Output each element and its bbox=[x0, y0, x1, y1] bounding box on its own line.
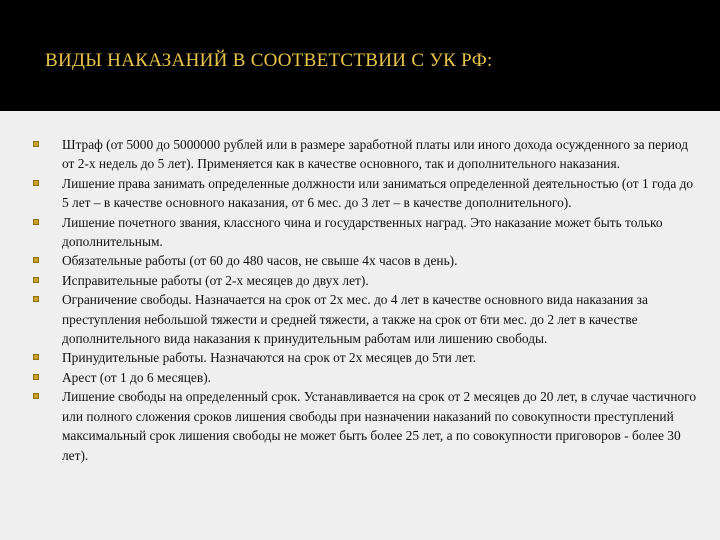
list-item bbox=[0, 348, 702, 367]
list-item bbox=[0, 290, 702, 348]
content-area bbox=[0, 111, 720, 540]
item-text: Лишение свободы на определенный срок. Устанавливается на срок от 2 месяцев до 20 лет, в случае частичного или полного сложения сроков лишения свободы при назначении наказаний по совокупности преступлений максимальный срок лишения свободы не может быть более 25 лет, а по совокупности приговоров - более 30 лет). bbox=[62, 389, 697, 463]
item-text: Принудительные работы. Назначаются на срок от 2х месяцев до 5ти лет. bbox=[62, 350, 476, 366]
item-text: Ограничение свободы. Назначается на срок от 2х мес. до 4 лет в качестве основного вида наказания за преступления небольшой тяжести и средней тяжести, а также на срок от 6ти мес. до 2 лет в качестве дополнительного вида наказания к принудительным работам или лишению свободы. bbox=[62, 292, 648, 347]
square-bullet-icon bbox=[33, 141, 39, 147]
square-bullet-icon bbox=[33, 180, 39, 186]
list-item bbox=[0, 387, 702, 465]
list-item bbox=[0, 251, 702, 270]
square-bullet-icon bbox=[33, 277, 39, 283]
square-bullet-icon bbox=[33, 354, 39, 360]
item-text: Штраф (от 5000 до 5000000 рублей или в размере заработной платы или иного дохода осужденного за период от 2-х недель до 5 лет). Применяется как в качестве основного, так и дополнительного наказания. bbox=[62, 137, 689, 172]
item-text: Арест (от 1 до 6 месяцев). bbox=[62, 369, 211, 385]
list-item bbox=[0, 213, 702, 252]
list-item bbox=[0, 174, 702, 213]
square-bullet-icon bbox=[33, 374, 39, 380]
square-bullet-icon bbox=[33, 219, 39, 225]
square-bullet-icon bbox=[33, 257, 39, 263]
list-item bbox=[0, 368, 702, 387]
title-bar bbox=[0, 0, 720, 111]
item-text: Лишение почетного звания, классного чина и государственных наград. Это наказание может быть только дополнительным. bbox=[62, 214, 663, 250]
square-bullet-icon bbox=[33, 296, 39, 302]
item-text: Исправительные работы (от 2-х месяцев до двух лет). bbox=[62, 272, 369, 288]
square-bullet-icon bbox=[33, 393, 39, 399]
list-item bbox=[0, 271, 702, 290]
item-text: Обязательные работы (от 60 до 480 часов, не свыше 4х часов в день). bbox=[62, 253, 458, 269]
penalty-list bbox=[0, 135, 702, 465]
item-text: Лишение права занимать определенные должности или заниматься определенной деятельностью (от 1 года до 5 лет – в качестве основного наказания, от 6 мес. до 3 лет – в качестве дополнительного). bbox=[62, 175, 694, 211]
slide-title: ВИДЫ НАКАЗАНИЙ В СООТВЕТСТВИИ С УК РФ: bbox=[45, 50, 493, 71]
list-item bbox=[0, 135, 702, 174]
